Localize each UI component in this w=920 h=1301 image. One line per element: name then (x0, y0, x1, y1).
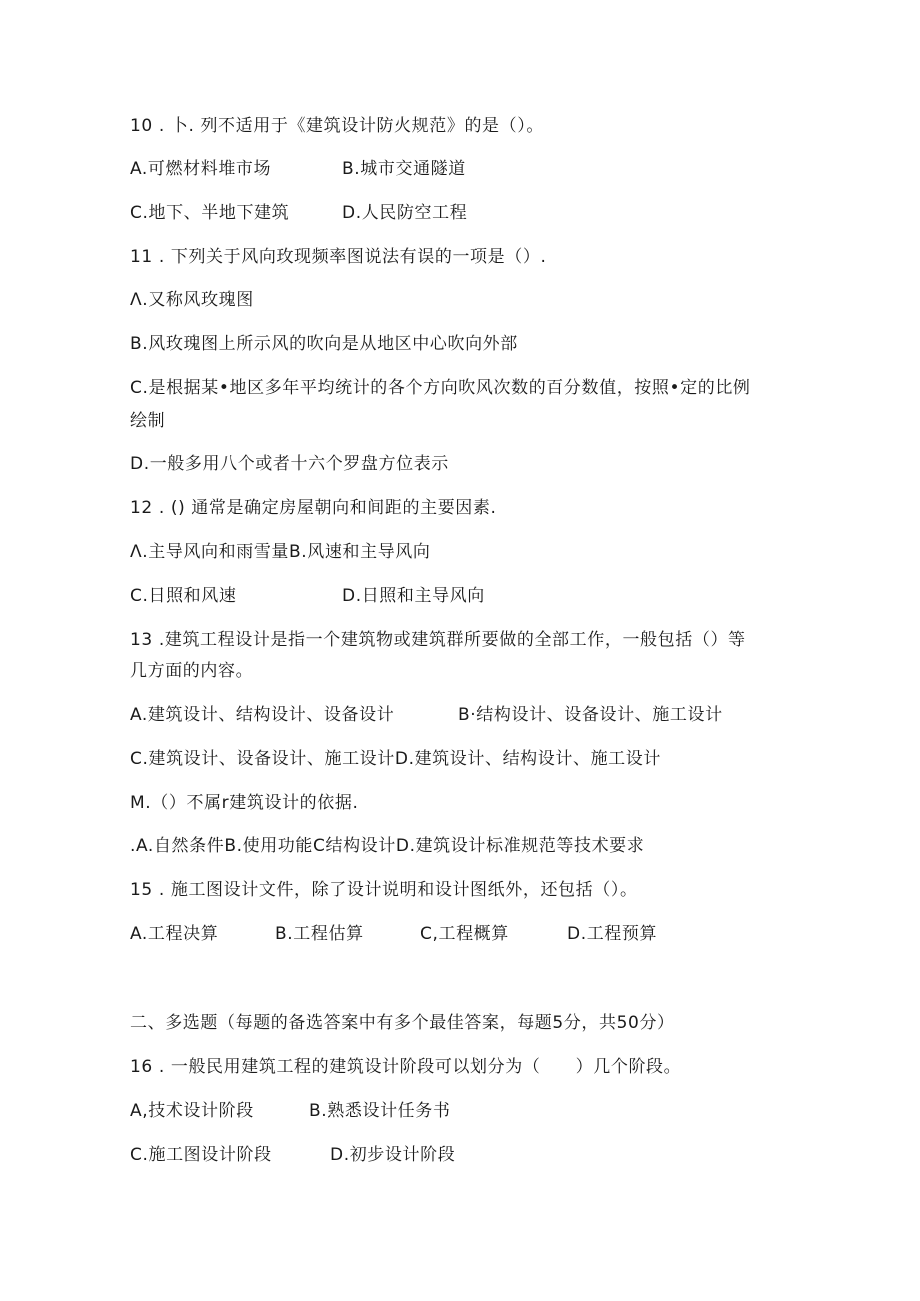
question-11-option-b: B.风玫瑰图上所示风的吹向是从地区中心吹向外部 (130, 334, 518, 354)
question-15-option-a: A.工程决算 (130, 924, 219, 944)
question-13-option-b: B·结构设计、设备设计、施工设计 (458, 705, 723, 725)
question-14-stem: M.（）不属r建筑设计的依据. (130, 793, 359, 813)
question-10-option-a: A.可燃材料堆市场 (130, 159, 272, 179)
question-12-stem: 12 . () 通常是确定房屋朝向和间距的主要因素. (130, 498, 497, 518)
question-12-option-ab: Λ.主导风向和雨雪量B.风速和主导风向 (130, 542, 431, 562)
question-11-option-d: D.一般多用八个或者十六个罗盘方位表示 (130, 454, 449, 474)
question-11-stem: 11 . 下列关于风向玫现频率图说法有误的一项是（）. (130, 247, 547, 267)
question-12-option-d: D.日照和主导风向 (342, 586, 485, 606)
question-10-option-b: B.城市交通隧道 (342, 159, 466, 179)
question-15-option-c: C,工程概算 (420, 924, 509, 944)
question-14-options: .A.自然条件B.使用功能C结构设计D.建筑设计标准规范等技术要求 (130, 836, 645, 856)
question-13-option-cd: C.建筑设计、设备设计、施工设计D.建筑设计、结构设计、施工设计 (130, 749, 661, 769)
question-16-option-c: C.施工图设计阶段 (130, 1145, 272, 1165)
question-10-option-c: C.地下、半地下建筑 (130, 203, 290, 223)
question-15-option-d: D.工程预算 (567, 924, 658, 944)
question-16-stem: 16 . 一般民用建筑工程的建筑设计阶段可以划分为（ ）几个阶段。 (130, 1057, 682, 1077)
question-13-stem-line1: 13 .建筑工程设计是指一个建筑物或建筑群所要做的全部工作，一般包括（）等 (130, 630, 746, 650)
question-11-option-c-line1: C.是根据某•地区多年平均统计的各个方向吹风次数的百分数值，按照•定的比例 (130, 378, 751, 398)
question-10-option-d: D.人民防空工程 (342, 203, 468, 223)
question-11-option-a: Λ.又称风玫瑰图 (130, 290, 254, 310)
question-16-option-d: D.初步设计阶段 (330, 1145, 456, 1165)
question-11-option-c-line2: 绘制 (130, 411, 166, 431)
question-15-option-b: B.工程估算 (275, 924, 364, 944)
section-2-heading: 二、多选题（每题的备选答案中有多个最佳答案，每题5分，共50分） (130, 1013, 675, 1033)
question-10-stem: 10 . 卜. 列不适用于《建筑设计防火规范》的是（）。 (130, 116, 544, 136)
question-15-stem: 15 . 施工图设计文件，除了设计说明和设计图纸外，还包括（）。 (130, 880, 638, 900)
question-16-option-a: A,技术设计阶段 (130, 1101, 254, 1121)
question-13-option-a: A.建筑设计、结构设计、设备设计 (130, 705, 395, 725)
question-12-option-c: C.日照和风速 (130, 586, 237, 606)
question-13-stem-line2: 几方面的内容。 (130, 661, 254, 681)
question-16-option-b: B.熟悉设计任务书 (309, 1101, 451, 1121)
